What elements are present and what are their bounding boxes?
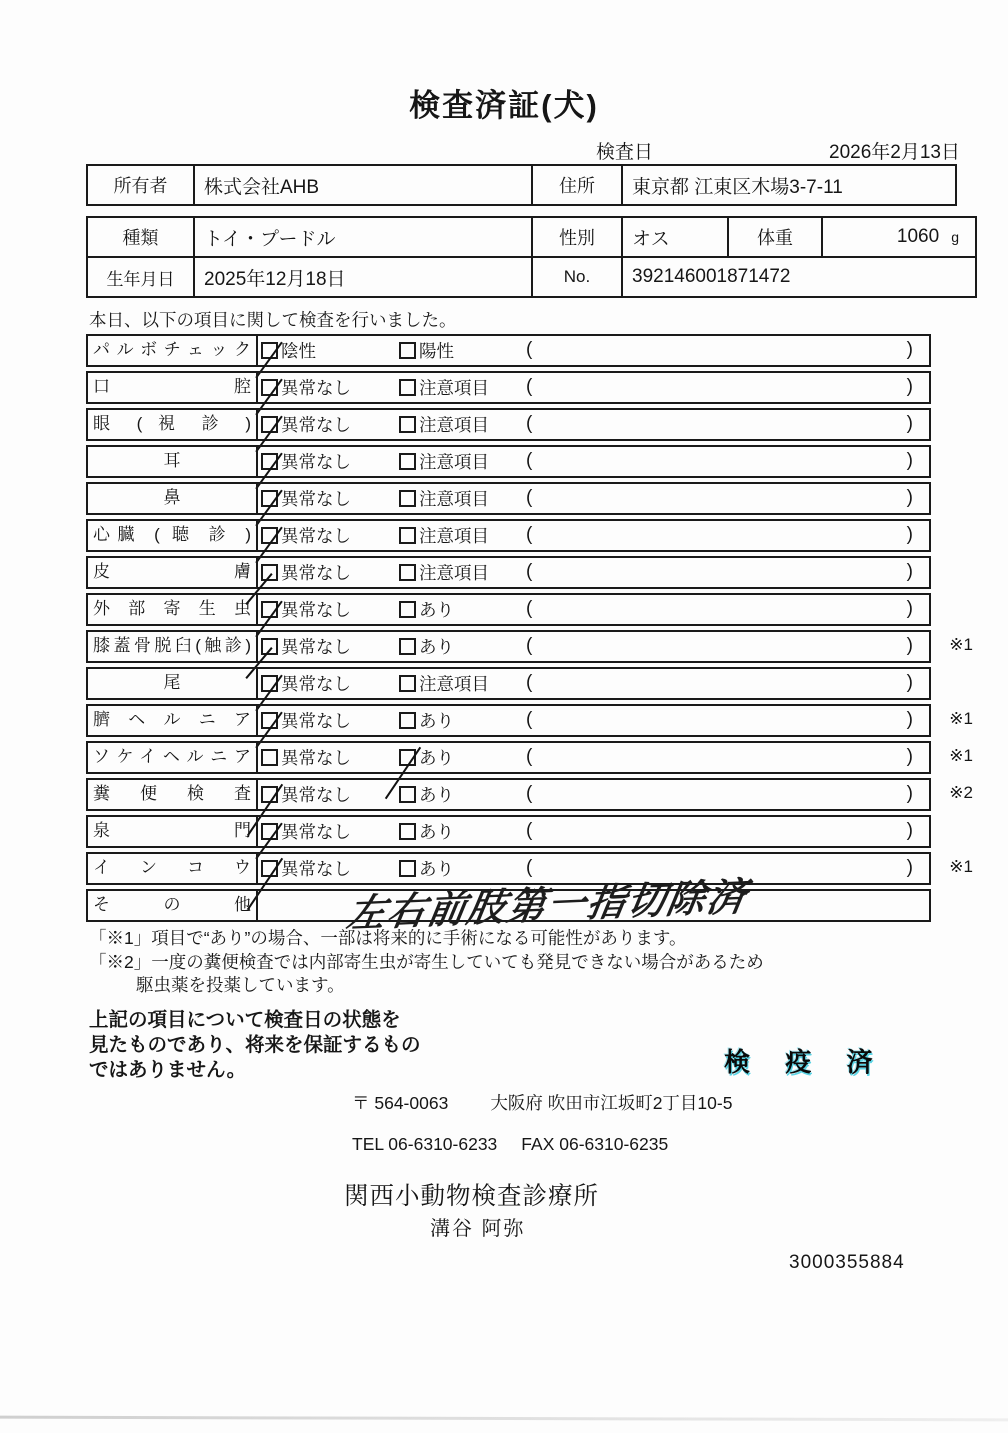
row-options: [258, 876, 929, 936]
row-options: [258, 817, 929, 846]
paren-close: ): [906, 487, 913, 508]
option-caution: [399, 669, 489, 698]
option-normal: [261, 632, 351, 661]
checkbox-icon: [399, 749, 416, 766]
row-options: [258, 595, 929, 624]
table-row: [87, 217, 976, 257]
row-label: 外部寄生虫: [88, 595, 258, 624]
paren-open: (: [526, 524, 533, 545]
no-value: 392146001871472: [622, 257, 976, 297]
row-label: ソケイヘルニア: [88, 743, 258, 772]
weight-value: [822, 217, 976, 257]
inspection-row-mouth: [86, 371, 931, 404]
breed-label: 種類: [87, 217, 194, 257]
postal-code: 〒 564-0063: [352, 1093, 449, 1113]
owner-table: [86, 164, 957, 206]
animal-table: [86, 216, 977, 298]
row-label: 泉門: [88, 817, 258, 846]
row-options: [258, 669, 929, 698]
intro-text: 本日、以下の項目に関して検査を行いました。: [89, 310, 457, 330]
reference-mark: ※1: [949, 746, 973, 765]
address-value: 東京都 江東区木場3-7-11: [622, 165, 956, 205]
reference-mark: ※1: [949, 709, 973, 728]
disclaimer-line: ではありません。: [89, 1059, 247, 1081]
paren-open: (: [526, 376, 533, 397]
option-caution: [399, 410, 489, 439]
inspection-row-heart: [86, 519, 931, 552]
option-label: 注意項目: [419, 489, 489, 509]
checkbox-icon: [261, 749, 278, 766]
birth-label: 生年月日: [87, 257, 194, 297]
disclaimer-line: 上記の項目について検査日の状態を: [89, 1009, 401, 1031]
address-label: 住所: [532, 165, 622, 205]
checkbox-icon: [261, 675, 278, 692]
row-label: 膝蓋骨脱臼(触診): [88, 632, 258, 661]
option-label: 異常なし: [281, 637, 351, 657]
option-caution: [399, 484, 489, 513]
quarantine-stamp: 検 疫 済: [724, 1047, 887, 1077]
checkbox-icon: [261, 416, 278, 433]
weight-unit: g: [951, 229, 959, 245]
paren-close: ): [906, 450, 913, 471]
inspection-row-umbilical-hernia: [86, 704, 973, 737]
option-normal: [261, 743, 351, 772]
owner-label: 所有者: [87, 165, 194, 205]
option-normal: [261, 484, 351, 513]
row-label: インコウ: [88, 854, 258, 883]
table-row: [87, 257, 976, 297]
option-normal: [261, 854, 351, 883]
paren-open: (: [526, 672, 533, 693]
option-label: 異常なし: [281, 785, 351, 805]
scan-artifact-line: [0, 1416, 1008, 1422]
row-options: [258, 780, 929, 809]
paren-open: (: [526, 635, 533, 656]
inspection-table: [86, 334, 973, 936]
serial-number: 3000355884: [789, 1252, 905, 1273]
paren-open: (: [526, 413, 533, 434]
option-label: あり: [419, 600, 454, 620]
checkbox-icon: [399, 342, 416, 359]
inspection-row-fontanelle: [86, 815, 931, 848]
inspection-date-value: 2026年2月13日: [829, 142, 960, 163]
row-options: [258, 521, 929, 550]
option-label: 異常なし: [281, 748, 351, 768]
footnotes: [89, 927, 764, 998]
row-options: [258, 373, 929, 402]
option-label: 陰性: [281, 341, 316, 361]
inspection-row-parvo: [86, 334, 931, 367]
checkbox-icon: [399, 712, 416, 729]
footnote-2: 「※2」一度の糞便検査では内部寄生虫が寄生していても発見できない場合があるため: [89, 951, 764, 972]
option-label: あり: [419, 748, 454, 768]
checkbox-icon: [399, 786, 416, 803]
paren-open: (: [526, 783, 533, 804]
row-options: [258, 484, 929, 513]
checkbox-icon: [399, 675, 416, 692]
inspection-row-tail: [86, 667, 931, 700]
inspection-row-ears: [86, 445, 931, 478]
clinic-fax: FAX 06-6310-6235: [521, 1134, 669, 1154]
paren-open: (: [526, 857, 533, 878]
option-normal: [261, 410, 351, 439]
option-label: あり: [419, 637, 454, 657]
option-normal: [261, 558, 351, 587]
option-caution: [399, 373, 489, 402]
option-present: [399, 632, 454, 661]
row-options: [258, 743, 929, 772]
clinic-tel: TEL 06-6310-6233: [352, 1134, 498, 1154]
inspection-row-eyes: [86, 408, 931, 441]
row-options: [258, 410, 929, 439]
option-present: [399, 706, 454, 735]
option-label: 異常なし: [281, 526, 351, 546]
row-options: [258, 706, 929, 735]
paren-open: (: [526, 450, 533, 471]
inspection-row-patella: [86, 630, 973, 663]
checkbox-icon: [261, 453, 278, 470]
checkbox-icon: [261, 490, 278, 507]
option-label: 異常なし: [281, 415, 351, 435]
option-negative: [261, 336, 316, 365]
weight-number: 1060: [896, 226, 940, 247]
checkbox-icon: [261, 527, 278, 544]
paren-open: (: [526, 561, 533, 582]
disclaimer: [89, 1008, 421, 1083]
option-label: 異常なし: [281, 378, 351, 398]
checkbox-icon: [399, 379, 416, 396]
inspection-row-nose: [86, 482, 931, 515]
checkbox-icon: [261, 638, 278, 655]
option-label: 異常なし: [281, 600, 351, 620]
option-label: あり: [419, 859, 454, 879]
sex-label: 性別: [532, 217, 622, 257]
checkbox-icon: [399, 823, 416, 840]
checkbox-icon: [399, 453, 416, 470]
option-present: [399, 780, 454, 809]
option-label: 注意項目: [419, 415, 489, 435]
option-positive: [399, 336, 454, 365]
option-normal: [261, 521, 351, 550]
row-label: 眼 ( 視 診 ): [88, 410, 258, 439]
option-present: [399, 743, 454, 772]
option-present: [399, 817, 454, 846]
row-options: [258, 558, 929, 587]
row-label: 口腔: [88, 373, 258, 402]
row-label: 臍ヘルニア: [88, 706, 258, 735]
owner-value: 株式会社AHB: [194, 165, 532, 205]
inspection-row-inguinal-hernia: [86, 741, 973, 774]
option-label: あり: [419, 711, 454, 731]
option-label: あり: [419, 785, 454, 805]
option-label: 注意項目: [419, 674, 489, 694]
handwritten-note: 左右前肢第一指切除済: [343, 876, 751, 936]
option-label: 異常なし: [281, 452, 351, 472]
option-label: 注意項目: [419, 378, 489, 398]
option-normal: [261, 706, 351, 735]
paren-close: ): [906, 857, 913, 878]
option-label: 異常なし: [281, 489, 351, 509]
clinic-address: 大阪府 吹田市江坂町2丁目10-5: [490, 1093, 733, 1113]
checkbox-icon: [399, 490, 416, 507]
disclaimer-line: 見たものであり、将来を保証するもの: [89, 1034, 421, 1056]
option-label: 異常なし: [281, 859, 351, 879]
row-label: 心臓 ( 聴 診 ): [88, 521, 258, 550]
paren-close: ): [906, 524, 913, 545]
checkbox-icon: [399, 564, 416, 581]
option-normal: [261, 669, 351, 698]
veterinarian-name: 溝谷 阿弥: [430, 1218, 526, 1240]
paren-close: ): [906, 783, 913, 804]
row-label: 皮膚: [88, 558, 258, 587]
checkbox-icon: [261, 712, 278, 729]
reference-mark: ※1: [949, 857, 973, 876]
inspection-row-fecal: [86, 778, 973, 811]
paren-close: ): [906, 561, 913, 582]
paren-close: ): [906, 413, 913, 434]
birth-value: 2025年12月18日: [194, 257, 532, 297]
clinic-name: 関西小動物検査診療所: [344, 1183, 599, 1210]
option-normal: [261, 780, 351, 809]
option-caution: [399, 558, 489, 587]
paren-close: ): [906, 820, 913, 841]
row-label: 糞便検査: [88, 780, 258, 809]
checkbox-icon: [261, 379, 278, 396]
page-title: 検査済証(犬): [409, 88, 599, 123]
reference-mark: ※1: [949, 635, 973, 654]
option-normal: [261, 595, 351, 624]
checkbox-icon: [261, 860, 278, 877]
option-label: あり: [419, 822, 454, 842]
option-label: 陽性: [419, 341, 454, 361]
footnote-2-cont: 駆虫薬を投薬しています。: [136, 975, 345, 995]
paren-close: ): [906, 709, 913, 730]
clinic-postal-row: [352, 1090, 732, 1115]
paren-open: (: [526, 487, 533, 508]
row-options: [258, 632, 929, 661]
option-label: 注意項目: [419, 563, 489, 583]
row-label: パルボチェック: [88, 336, 258, 365]
checkbox-icon: [261, 601, 278, 618]
weight-label: 体重: [728, 217, 822, 257]
option-label: 異常なし: [281, 822, 351, 842]
row-options: [258, 336, 929, 365]
row-options: [258, 447, 929, 476]
paren-open: (: [526, 709, 533, 730]
option-normal: [261, 373, 351, 402]
paren-close: ): [906, 598, 913, 619]
checkbox-icon: [399, 601, 416, 618]
paren-open: (: [526, 746, 533, 767]
row-label: 鼻: [88, 484, 258, 513]
paren-open: (: [526, 820, 533, 841]
row-label: その他: [88, 891, 258, 920]
inspection-date-label: 検査日: [596, 142, 654, 163]
checkbox-icon: [261, 786, 278, 803]
option-normal: [261, 817, 351, 846]
inspection-row-ectoparasite: [86, 593, 931, 626]
footnote-1: 「※1」項目で“あり”の場合、一部は将来的に手術になる可能性があります。: [89, 928, 687, 948]
option-caution: [399, 447, 489, 476]
inspection-row-other: [86, 876, 931, 936]
option-normal: [261, 447, 351, 476]
table-row: [87, 165, 956, 205]
paren-close: ): [906, 376, 913, 397]
checkbox-icon: [399, 416, 416, 433]
row-label: 耳: [88, 447, 258, 476]
inspection-date-row: [596, 137, 960, 164]
option-label: 異常なし: [281, 563, 351, 583]
paren-close: ): [906, 746, 913, 767]
checkbox-icon: [399, 527, 416, 544]
reference-mark: ※2: [949, 783, 973, 802]
option-label: 異常なし: [281, 674, 351, 694]
checkbox-icon: [399, 638, 416, 655]
option-label: 注意項目: [419, 526, 489, 546]
option-caution: [399, 521, 489, 550]
checkbox-icon: [261, 342, 278, 359]
paren-open: (: [526, 598, 533, 619]
paren-close: ): [906, 339, 913, 360]
breed-value: トイ・プードル: [194, 217, 532, 257]
checkbox-icon: [399, 860, 416, 877]
row-label: 尾: [88, 669, 258, 698]
paren-open: (: [526, 339, 533, 360]
sex-value: オス: [622, 217, 728, 257]
option-label: 異常なし: [281, 711, 351, 731]
clinic-tel-row: [352, 1134, 668, 1155]
checkbox-icon: [261, 823, 278, 840]
paren-close: ): [906, 672, 913, 693]
paren-close: ): [906, 635, 913, 656]
inspection-row-skin: [86, 556, 931, 589]
option-label: 注意項目: [419, 452, 489, 472]
no-label: No.: [532, 257, 622, 297]
option-present: [399, 595, 454, 624]
checkbox-icon: [261, 564, 278, 581]
